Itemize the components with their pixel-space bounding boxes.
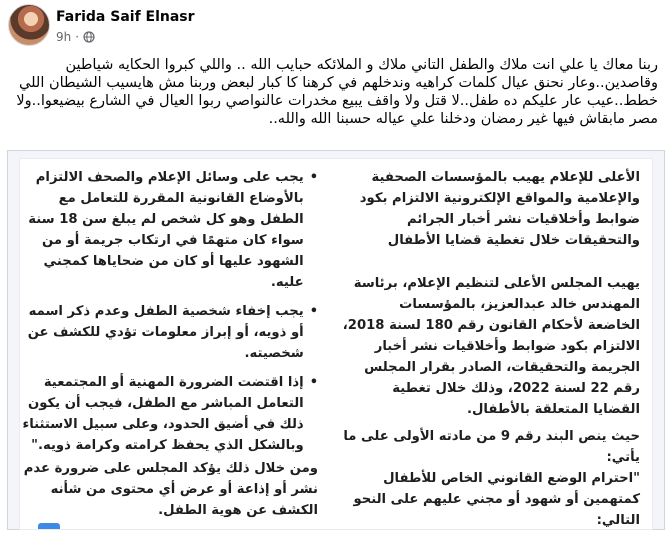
text-line: ذلك في أضيق الحدود، وعلى سبيل الاستثناء <box>22 417 304 432</box>
text-line: نشر أو إذاعة أو عرض أي محتوى من شأنه <box>50 482 318 497</box>
post-caption <box>12 56 658 128</box>
meta-separator: · <box>75 30 80 44</box>
text-line: ضوابط وأخلاقيات نشر أخبار الجرائم <box>407 212 640 227</box>
text-line: يهيب المجلس الأعلى لتنظيم الإعلام، برئاسة <box>353 276 640 291</box>
text-line: التعامل المباشر مع الطفل، فيجب أن يكون <box>27 396 304 411</box>
caption-line: خطط..عيب عار عليكم ده طفل..لا قتل ولا واقف يبيع مخدرات عالنواصي ربوا العيال في الشارع بيضيعوا..ولا <box>16 93 658 109</box>
author-name[interactable]: Farida Saif Elnasr <box>56 9 195 25</box>
bullet-icon: • <box>309 375 318 390</box>
text-line: كمتهمين أو شهود أو مجني عليهم على النحو <box>353 492 640 507</box>
text-line: الالتزام بكود ضوابط وأخلاقيات نشر أخبار <box>374 339 640 354</box>
bullet-item <box>28 301 318 364</box>
text-line: عليه. <box>270 275 304 290</box>
text-line: الجريمة والتحقيقات، الصادر بقرار المجلس <box>364 360 640 375</box>
text-line: التالي: <box>596 513 640 528</box>
caption-line: ربنا معاك يا علي انت ملاك والطفل التاني ملاك و الملائكه حبايب الله .. واللي كبروا الحكايه شياطين <box>65 57 658 73</box>
bullet-icon: • <box>309 170 318 185</box>
text-line: الشهود عليها أو كان من ضحاياها كمجني <box>43 254 304 269</box>
text-line: سواء كان متهمًا في ارتكاب جريمة أو من <box>41 233 304 248</box>
text-line: والتحقيقات خلال تغطية قضايا الأطفال <box>387 233 640 248</box>
post-meta <box>56 30 95 44</box>
text-line: وبالشكل الذي يحفظ كرامته وكرامة ذويه." <box>31 438 304 453</box>
partial-icon <box>38 523 60 529</box>
text-line: يجب إخفاء شخصية الطفل وعدم ذكر اسمه <box>28 304 304 319</box>
post-image[interactable] <box>7 150 665 530</box>
bullet-item <box>28 167 318 293</box>
text-line: يأتي: <box>606 450 640 465</box>
text-line: أو ذويه، أو إبراز معلومات تؤدي للكشف عن <box>27 325 304 340</box>
headline-paragraph <box>350 167 640 251</box>
text-line: "احترام الوضع القانوني الخاص للأطفال <box>383 471 640 486</box>
caption-line: مصر مابقاش فيها غير رمضان ودخلنا علي عياله حسبنا الله والله.. <box>268 111 658 127</box>
text-line: رقم 22 لسنة 2022، وذلك خلال تغطية <box>392 381 640 396</box>
text-line: يجب على وسائل الإعلام والصحف الالتزام <box>35 170 304 185</box>
bullet-icon: • <box>309 304 318 319</box>
document-right-column <box>342 167 640 535</box>
caption-line: وقاصدين..وعار نحنق عيال كلمات كراهيه وندخلهم في كرهنا كا كبار لبعض وربنا مش هايسيب الشيطان اللي <box>19 75 658 91</box>
post-header <box>8 4 662 50</box>
closing-paragraph <box>23 458 318 521</box>
text-line: بالأوضاع القانونية المقررة للتعامل مع <box>58 191 304 206</box>
document-page <box>20 159 652 529</box>
body-paragraph <box>343 426 640 531</box>
avatar[interactable] <box>8 4 50 46</box>
bullet-item <box>22 372 318 456</box>
globe-icon <box>83 31 95 43</box>
text-line: الكشف عن هوية الطفل. <box>158 503 318 518</box>
text-line: شخصيته. <box>244 346 304 361</box>
text-line: حيث ينص البند رقم 9 من مادته الأولى على ما <box>343 429 640 444</box>
text-line: الطفل وهو كل شخص لم يبلغ سن 18 سنة <box>28 212 304 227</box>
document-left-column <box>22 167 318 521</box>
text-line: الأعلى للإعلام يهيب بالمؤسسات الصحفية <box>371 170 640 185</box>
text-line: ومن خلال ذلك يؤكد المجلس على ضرورة عدم <box>23 461 318 476</box>
text-line: الخاضعة لأحكام القانون رقم 180 لسنة 2018، <box>342 318 640 333</box>
text-line: القضايا المتعلقة بالأطفال. <box>466 402 640 417</box>
text-line: المهندس خالد عبدالعزيز، بالمؤسسات <box>399 297 640 312</box>
body-paragraph <box>342 273 640 420</box>
text-line: إذا اقتضت الضرورة المهنية أو المجتمعية <box>43 375 304 390</box>
text-line: والإعلامية والمواقع الإلكترونية الالتزام بكود <box>359 191 640 206</box>
post-time[interactable]: 9h <box>56 30 72 44</box>
